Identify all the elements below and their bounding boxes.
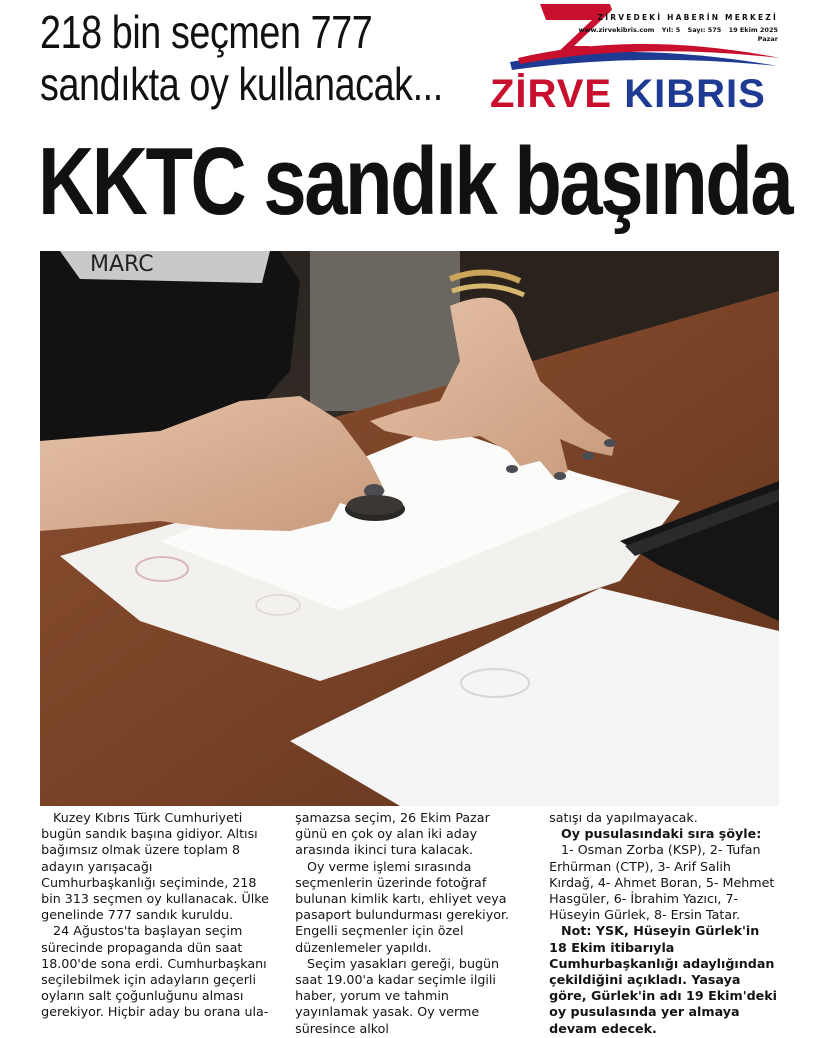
- masthead: [488, 0, 788, 120]
- column-2-paragraph-3: Seçim yasakları gereği, bugün saat 19.00'a kadar seçimle ilgili haber, yorum ve tahmin yayınlamak yasak. Oy verme süresince alkol: [295, 956, 500, 1037]
- article-body: [40, 811, 780, 1037]
- subheadline: [40, 6, 443, 110]
- lead-photo: [40, 251, 779, 806]
- article-column-3: [549, 811, 779, 1037]
- masthead-day: Pazar: [757, 35, 778, 43]
- ysk-note: Not: YSK, Hüseyin Gürlek'in 18 Ekim itibarıyla Cumhurbaşkanlığı adaylığından çekildiğini açıkladı. Yasaya göre, Gürlek'in adı 19 Ekim'deki oy pusulasında yer almaya devam edecek.: [549, 924, 778, 1037]
- masthead-name-kibris: KIBRIS: [624, 72, 766, 116]
- ballot-order-heading: Oy pusulasındaki sıra şöyle:: [561, 827, 762, 843]
- article-column-2: [295, 811, 525, 1037]
- ballot-order-list: 1- Osman Zorba (KSP), 2- Tufan Erhürman (CTP), 3- Arif Salih Kırdağ, 4- Ahmet Boran, 5- Mehmet Hasgüler, 6- İbrahim Yazıcı, 7- Hüseyin Gürlek, 8- Ersin Tatar.: [549, 843, 775, 924]
- column-1-paragraph-1: Kuzey Kıbrıs Türk Cumhuriyeti bugün sandık başına gidiyor. Altısı bağımsız olmak üzere toplam 8 adayın yarışacağı Cumhurbaşkanlığı seçiminde, 218 bin 313 seçmen oy kullanacak. Ülke genelinde 777 sandık kuruldu.: [41, 811, 269, 924]
- masthead-website: www.zirvekibris.com: [578, 26, 655, 34]
- masthead-meta: [573, 26, 778, 34]
- ballot-stamp-photo-illustration: [40, 251, 779, 806]
- column-3-continuation: satışı da yapılmayacak.: [549, 811, 698, 826]
- main-headline: KKTC sandık başında: [38, 128, 792, 235]
- masthead-tagline: ZİRVEDEKİ HABERİN MERKEZİ: [597, 13, 778, 22]
- subheadline-line-1: 218 bin seçmen 777: [40, 6, 373, 58]
- masthead-date: 19 Ekim 2025: [728, 26, 778, 34]
- jacket-print: MARC: [90, 252, 154, 277]
- subheadline-line-2: sandıkta oy kullanacak...: [40, 58, 443, 110]
- column-1-paragraph-2: 24 Ağustos'ta başlayan seçim sürecinde propaganda dün saat 18.00'de sona erdi. Cumhurbaşkanı seçilebilmek için adayların geçerli oyların salt çoğunluğunu alması gerekiyor. Hiçbir aday bu orana ula-: [41, 924, 269, 1021]
- masthead-name-zirve: ZİRVE: [490, 72, 613, 116]
- masthead-issue: Sayı: 575: [687, 26, 722, 34]
- masthead-name: [490, 72, 766, 117]
- masthead-year: Yıl: 5: [661, 26, 681, 34]
- column-2-paragraph-2: Oy verme işlemi sırasında seçmenlerin üzerinde fotoğraf bulunan kimlik kartı, ehliyet veya pasaport bulundurması gerekiyor. Engelli seçmenler için özel düzenlemeler yapıldı.: [295, 859, 510, 956]
- zirve-z-logo-icon: [488, 0, 788, 80]
- column-2-paragraph-1: şamazsa seçim, 26 Ekim Pazar günü en çok oy alan iki aday arasında ikinci tura kalacak.: [295, 811, 490, 859]
- article-column-1: [41, 811, 271, 1024]
